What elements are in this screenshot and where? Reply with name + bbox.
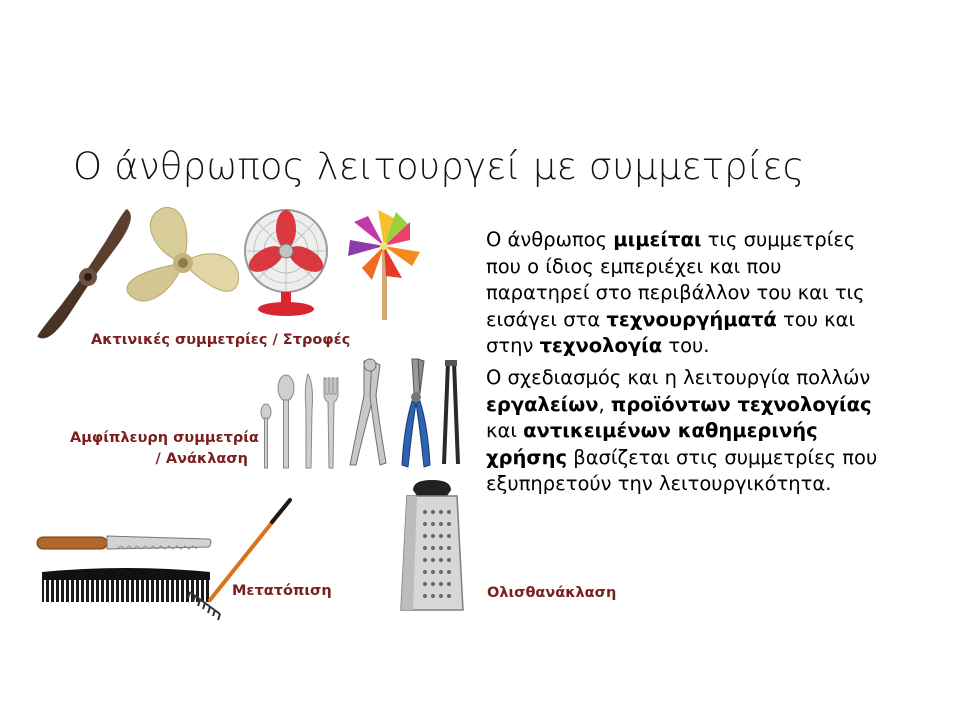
caption-bilateral-line2: / Ανάκλαση	[155, 451, 248, 467]
caption-rotational: Ακτινικές συμμετρίες / Στροφές	[91, 332, 351, 348]
p1-bold-2: τεχνουργήματά	[606, 307, 777, 331]
paragraph-design	[486, 365, 886, 498]
slide-title: Ο άνθρωπος λειτουργεί με συμμετρίες	[73, 145, 805, 188]
grater-image	[397, 480, 467, 616]
p2-bold-2: προϊόντων τεχνολογίας	[610, 392, 872, 416]
boat-propeller-image	[118, 205, 248, 320]
nutcracker-image	[346, 355, 394, 467]
p2-text-1: Ο σχεδιασμός και η λειτουργία πολλών	[486, 366, 871, 389]
cutlery-image	[256, 370, 346, 470]
p2-bold-1: εργαλείων	[486, 392, 599, 416]
p1-text-2: τις συμμετρίες που ο ίδιος εμπεριέχει και που παρατηρεί στο περιβάλλον του και τις εισάγει στα	[486, 228, 865, 331]
p1-text-3: του και στην	[486, 307, 856, 357]
pliers-image	[396, 357, 438, 469]
p2-text-4: βασίζεται στις συμμετρίες που εξυπηρετούν την λειτουργικότητα.	[486, 445, 878, 495]
fan-image	[240, 207, 332, 319]
tweezers-image	[436, 360, 466, 466]
p1-text-1: Ο άνθρωπος	[486, 228, 614, 251]
p2-text-2: ,	[598, 392, 611, 416]
p1-text-4: του.	[662, 334, 710, 357]
pinwheel-image	[344, 206, 424, 321]
rake-image	[186, 496, 296, 622]
caption-translation: Μετατόπιση	[232, 583, 332, 599]
p2-text-3: και	[486, 419, 524, 442]
caption-bilateral-line1: Αμφίπλευρη συμμετρία	[70, 430, 259, 446]
p2-bold-3: αντικειμένων καθημερινής χρήσης	[486, 419, 818, 469]
p1-bold-1: μιμείται	[613, 228, 702, 251]
caption-glide: Ολισθανάκλαση	[487, 585, 617, 601]
p1-bold-3: τεχνολογία	[539, 334, 663, 357]
paragraph-imitation	[486, 227, 886, 360]
